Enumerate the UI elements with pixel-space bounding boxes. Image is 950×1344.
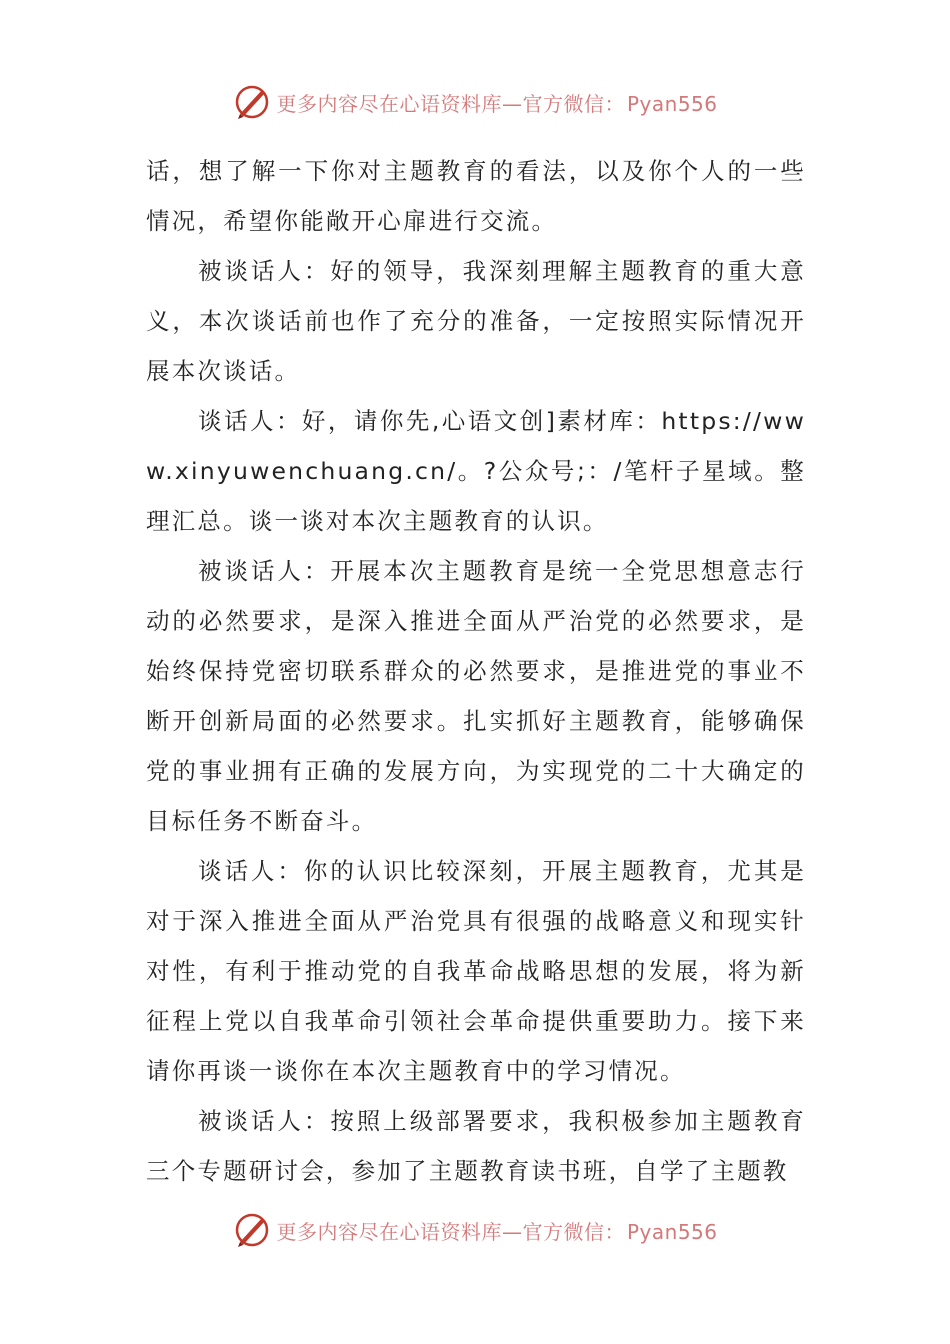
banner-text: 更多内容尽在心语资料库—官方微信： Pyan556 — [276, 91, 718, 116]
footer-banner — [0, 1208, 950, 1252]
paragraph: 被谈话人：好的领导，我深刻理解主题教育的重大意义，本次谈话前也作了充分的准备，一定按照实际情况开展本次谈话。 — [146, 257, 806, 385]
paragraph: 被谈话人：开展本次主题教育是统一全党思想意志行动的必然要求，是深入推进全面从严治党的必然要求，是始终保持党密切联系群众的必然要求，是推进党的事业不断开创新局面的必然要求。扎实抓好主题教育，能够确保党的事业拥有正确的发展方向，为实现党的二十大确定的目标任务不断奋斗。 — [146, 557, 806, 835]
document-body — [146, 146, 806, 1196]
paragraph: 谈话人：好，请你先,心语文创]素材库：https://www.xinyuwenchuang.cn/。?公众号;：/笔杆子星域。整理汇总。谈一谈对本次主题教育的认识。 — [146, 407, 806, 535]
wechat-id: Pyan556 — [626, 91, 718, 116]
header-banner — [0, 80, 950, 124]
banner-text: 更多内容尽在心语资料库—官方微信： Pyan556 — [276, 1219, 718, 1244]
pen-logo-icon — [232, 1210, 272, 1250]
paragraph: 被谈话人：按照上级部署要求，我积极参加主题教育三个专题研讨会，参加了主题教育读书班，自学了主题教 — [146, 1107, 806, 1185]
pen-logo-icon — [232, 82, 272, 122]
wechat-id: Pyan556 — [626, 1219, 718, 1244]
paragraph: 谈话人：你的认识比较深刻，开展主题教育，尤其是对于深入推进全面从严治党具有很强的战略意义和现实针对性，有利于推动党的自我革命战略思想的发展，将为新征程上党以自我革命引领社会革命提供重要助力。接下来请你再谈一谈你在本次主题教育中的学习情况。 — [146, 857, 806, 1085]
paragraph: 话，想了解一下你对主题教育的看法，以及你个人的一些情况，希望你能敞开心扉进行交流。 — [146, 157, 806, 235]
